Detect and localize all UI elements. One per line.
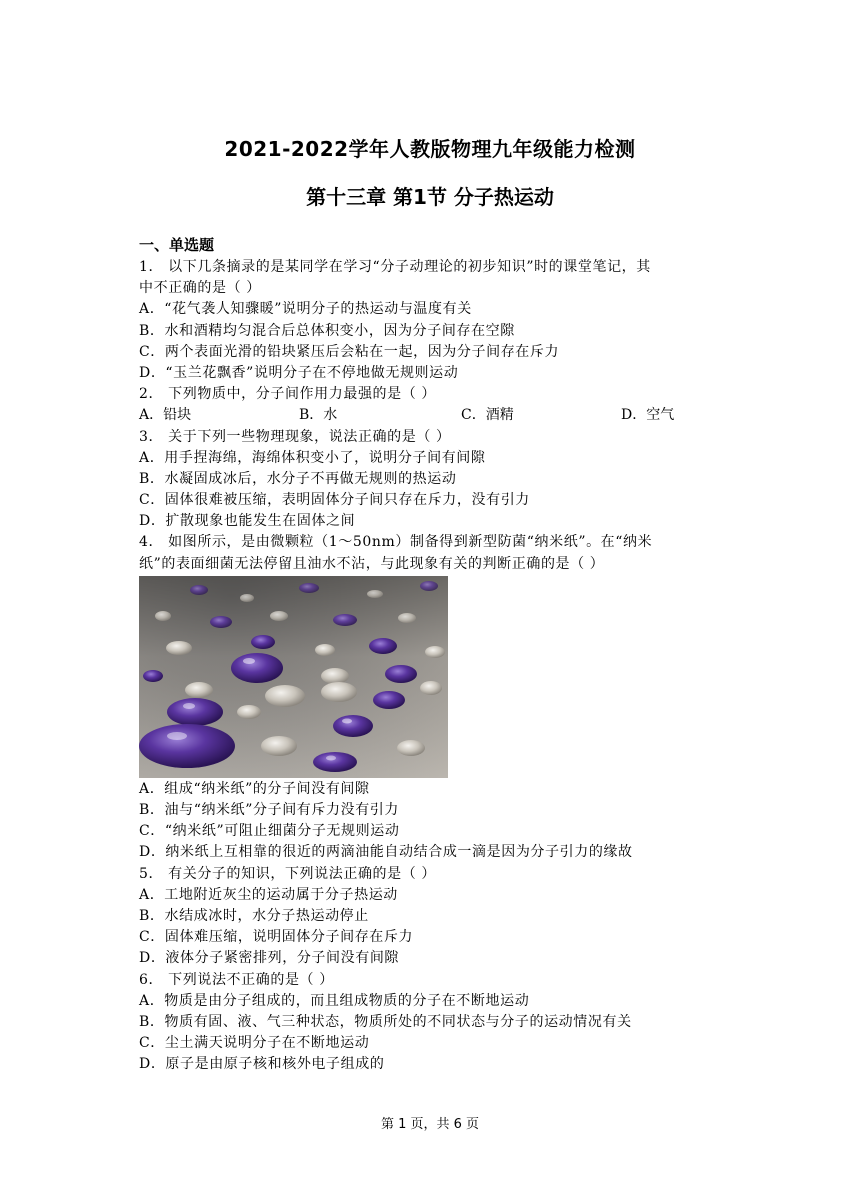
question-2-options: [139, 405, 724, 426]
question-6-option-c: C．尘土满天说明分子在不断地运动: [139, 1035, 370, 1052]
document-title: 2021-2022学年人教版物理九年级能力检测: [224, 137, 636, 161]
question-4-option-d: D．纳米纸上互相靠的很近的两滴油能自动结合成一滴是因为分子引力的缘故: [139, 844, 633, 861]
question-6-option-a: A．物质是由分子组成的，而且组成物质的分子在不断地运动: [139, 992, 530, 1009]
question-3: [139, 427, 724, 533]
question-1-option-b: B．水和酒精均匀混合后总体积变小，因为分子间存在空隙: [139, 322, 515, 339]
question-1: [139, 257, 724, 384]
question-4-option-c: C．“纳米纸”可阻止细菌分子无规则运动: [139, 823, 400, 840]
question-2-option-b: B．水: [299, 407, 338, 424]
question-4-stem-line-2: 纸”的表面细菌无法停留且油水不沾，与此现象有关的判断正确的是（ ）: [139, 555, 605, 572]
question-1-option-d: D．“玉兰花飘香”说明分子在不停地做无规则运动: [139, 364, 459, 381]
question-6-stem: 6． 下列说法不正确的是（ ）: [139, 971, 334, 988]
question-5-option-d: D．液体分子紧密排列，分子间没有间隙: [139, 950, 400, 967]
question-4-stem-line-1: 4． 如图所示，是由微颗粒（1～50nm）制备得到新型防菌“纳米纸”。在“纳米: [139, 534, 653, 551]
question-1-stem-line-2: 中不正确的是（ ）: [139, 280, 261, 297]
question-5-option-b: B．水结成冰时，水分子热运动停止: [139, 907, 369, 924]
question-3-option-c: C．固体很难被压缩，表明固体分子间只存在斥力，没有引力: [139, 492, 530, 509]
question-6-option-b: B．物质有固、液、气三种状态，物质所处的不同状态与分子的运动情况有关: [139, 1013, 632, 1030]
question-2-option-c: C．酒精: [461, 407, 514, 424]
question-1-option-a: A．“花气袭人知骤暖”说明分子的热运动与温度有关: [139, 301, 472, 318]
question-2-option-a: A．铅块: [139, 407, 192, 424]
question-6-option-d: D．原子是由原子核和核外电子组成的: [139, 1056, 385, 1073]
question-2-option-d: D．空气: [621, 407, 675, 424]
question-list: [139, 257, 724, 1075]
question-3-option-b: B．水凝固成冰后，水分子不再做无规则的热运动: [139, 470, 457, 487]
question-4-option-b: B．油与“纳米纸”分子间有斥力没有引力: [139, 802, 400, 818]
question-2: [139, 384, 724, 426]
question-4-option-a: A．组成“纳米纸”的分子间没有间隙: [139, 780, 370, 797]
question-3-option-d: D．扩散现象也能发生在固体之间: [139, 513, 356, 530]
droplets-illustration: [139, 576, 448, 778]
question-5: [139, 864, 724, 970]
chapter-subtitle: 第十三章 第1节 分子热运动: [306, 185, 554, 209]
question-5-stem: 5． 有关分子的知识，下列说法正确的是（ ）: [139, 865, 437, 882]
question-5-option-c: C．固体难压缩，说明固体分子间存在斥力: [139, 929, 414, 946]
question-4: [139, 532, 724, 863]
page-footer: 第 1 页，共 6 页: [380, 1117, 480, 1132]
question-3-stem: 3． 关于下列一些物理现象，说法正确的是（ ）: [139, 428, 451, 445]
question-1-option-c: C．两个表面光滑的铅块紧压后会粘在一起，因为分子间存在斥力: [139, 343, 560, 360]
question-1-stem-line-1: 1． 以下几条摘录的是某同学在学习“分子动理论的初步知识”时的课堂笔记，其: [139, 259, 651, 275]
question-3-option-a: A．用手捏海绵，海绵体积变小了，说明分子间有间隙: [139, 449, 486, 466]
question-5-option-a: A．工地附近灰尘的运动属于分子热运动: [139, 886, 398, 903]
nano-paper-droplets-photo: [139, 576, 448, 778]
question-6: [139, 970, 724, 1076]
question-2-stem: 2． 下列物质中，分子间作用力最强的是（ ）: [139, 386, 437, 403]
section-heading: 一、单选题: [139, 236, 215, 254]
